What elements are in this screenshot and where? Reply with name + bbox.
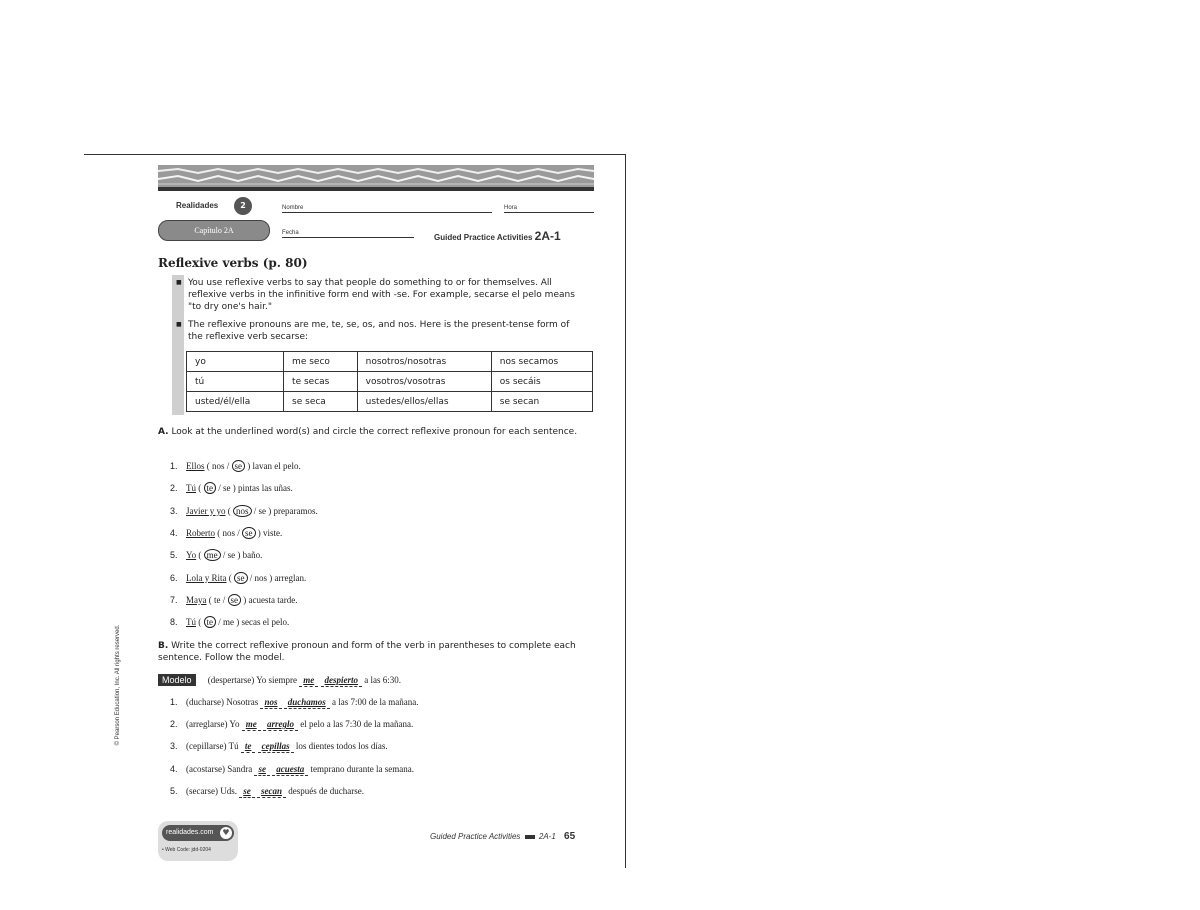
answer-blank[interactable]: nos xyxy=(260,696,281,709)
crop-line-top xyxy=(84,154,625,155)
pronoun-option[interactable]: te xyxy=(204,616,217,628)
part-a-item: 5. Yo ( me / se ) baño. xyxy=(170,550,263,561)
part-a-item: 2. Tú ( te / se ) pintas las uñas. xyxy=(170,483,293,494)
pronoun-option[interactable]: se xyxy=(223,483,231,494)
answer-blank[interactable]: secan xyxy=(257,785,286,798)
part-a-item: 1. Ellos ( nos / se ) lavan el pelo. xyxy=(170,461,301,471)
answer-blank[interactable]: duchamos xyxy=(284,696,330,709)
part-a-item: 4. Roberto ( nos / se ) viste. xyxy=(170,527,283,538)
pronoun-option[interactable]: nos xyxy=(212,461,225,471)
bullet-2: ■ The reflexive pronouns are me, te, se, os, and nos. Here is the present-tense form of the reflexive verb secarse: xyxy=(188,319,584,343)
part-b-item: 2. (arreglarse) Yo me arreglo el pelo a las 7:30 de la mañana. xyxy=(170,719,414,730)
fecha-line[interactable] xyxy=(282,237,414,238)
part-a-item: 3. Javier y yo ( nos / se ) preparamos. xyxy=(170,505,318,516)
part-b-instruction: B. Write the correct reflexive pronoun and form of the verb in parentheses to complete each sentence. Follow the model. xyxy=(158,641,576,663)
pronoun-option[interactable]: me xyxy=(223,617,235,628)
bullet-sidebar xyxy=(172,275,184,415)
realidades-web-logo: realidades.com ♥ • Web Code: jdd-0204 xyxy=(158,821,238,861)
answer-blank[interactable]: te xyxy=(241,740,256,753)
hora-label: Hora xyxy=(504,205,518,211)
nombre-line[interactable] xyxy=(282,212,492,213)
table-row: tú te secas vosotros/vosotras os secáis xyxy=(187,372,593,392)
pronoun-option[interactable]: se xyxy=(234,572,248,584)
decorative-banner xyxy=(158,165,594,191)
pronoun-option[interactable]: te xyxy=(204,482,217,494)
modelo-tag: Modelo xyxy=(158,674,196,686)
answer-blank[interactable]: se xyxy=(239,785,255,798)
part-b-item: 3. (cepillarse) Tú te cepillas los dientes todos los días. xyxy=(170,741,388,752)
answer-blank[interactable]: arreglo xyxy=(263,718,298,731)
answer-blank[interactable]: cepillas xyxy=(258,740,294,753)
pronoun-option[interactable]: nos xyxy=(222,527,236,538)
chapter-badge: Capítulo 2A xyxy=(158,220,270,241)
table-row: yo me seco nosotros/nosotras nos secamos xyxy=(187,352,593,372)
crop-line-right xyxy=(625,154,626,868)
pronoun-option[interactable]: nos xyxy=(254,572,268,583)
part-b-item: 5. (secarse) Uds. se secan después de ducharse. xyxy=(170,785,364,796)
pronoun-option[interactable]: se xyxy=(228,594,242,606)
answer-blank[interactable]: acuesta xyxy=(272,763,308,776)
heart-icon: ♥ xyxy=(220,827,232,839)
web-code: • Web Code: jdd-0204 xyxy=(162,847,211,853)
part-a-item: 8. Tú ( te / me ) secas el pelo. xyxy=(170,617,290,628)
pronoun-option[interactable]: se xyxy=(242,527,256,539)
pronoun-option[interactable]: me xyxy=(204,549,221,561)
nombre-label: Nombre xyxy=(282,205,304,211)
part-a-item: 6. Lola y Rita ( se / nos ) arreglan. xyxy=(170,572,307,583)
modelo-line: Modelo (despertarse) Yo siempre me despierto a las 6:30. xyxy=(158,674,401,687)
answer-blank[interactable]: se xyxy=(254,763,270,776)
realidades-label: Realidades xyxy=(176,201,219,210)
pronoun-option[interactable]: se xyxy=(227,550,236,561)
pronoun-option[interactable]: nos xyxy=(233,505,252,517)
level-badge: 2 xyxy=(234,197,252,215)
page-footer: Guided Practice Activities 2A-1 65 xyxy=(430,831,576,842)
part-b-item: 4. (acostarse) Sandra se acuesta temprano durante la semana. xyxy=(170,763,414,774)
answer-blank[interactable]: me xyxy=(242,718,261,731)
gpa-heading: Guided Practice Activities 2A-1 xyxy=(434,229,561,243)
worksheet-page xyxy=(158,165,594,865)
fecha-label: Fecha xyxy=(282,230,299,236)
bullet-1: ■ You use reflexive verbs to say that people do something to or for themselves. All reflexive verbs in the infinitive form end with -se. For example, secarse el pelo means "to dry one's hair." xyxy=(188,277,584,313)
hora-line[interactable] xyxy=(504,212,594,213)
conjugation-table xyxy=(186,351,593,412)
table-row: usted/él/ella se seca ustedes/ellos/ellas se secan xyxy=(187,392,593,412)
pronoun-option[interactable]: se xyxy=(232,460,246,472)
page-number: 65 xyxy=(564,831,576,842)
pronoun-option[interactable]: te xyxy=(214,594,221,605)
part-a-item: 7. Maya ( te / se ) acuesta tarde. xyxy=(170,594,298,605)
section-title: Reflexive verbs (p. 80) xyxy=(158,256,308,270)
part-b-item: 1. (ducharse) Nosotras nos duchamos a las 7:00 de la mañana. xyxy=(170,697,419,707)
pronoun-option[interactable]: se xyxy=(258,505,267,516)
copyright-notice: © Pearson Education, Inc. All rights reserved. xyxy=(115,624,121,746)
part-a-instruction: A. Look at the underlined word(s) and circle the correct reflexive pronoun for each sentence. xyxy=(158,427,578,437)
